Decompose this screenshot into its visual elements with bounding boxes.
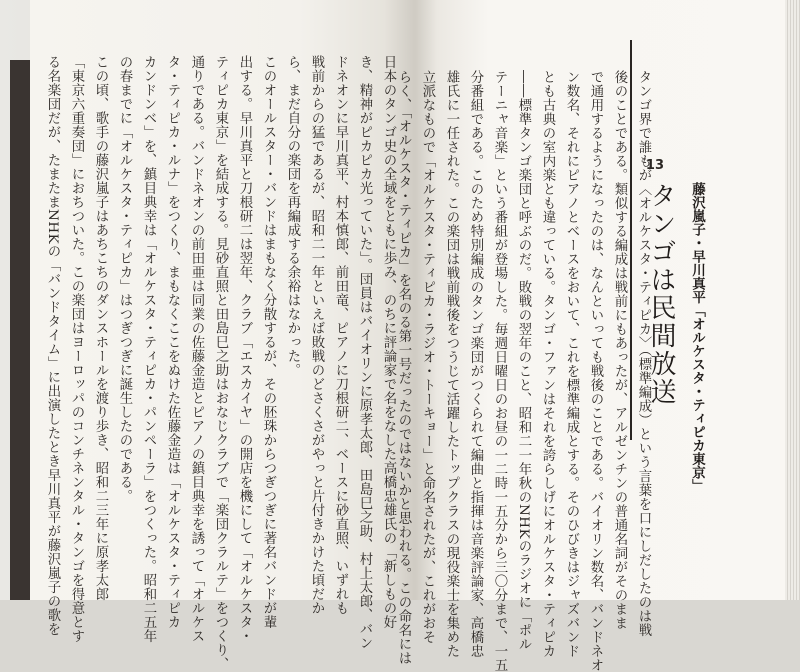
text-line: タ・ティピカ・ルナ」をつくり、まもなくここをぬけた佐藤金造は「オルケスタ・ティピカ xyxy=(165,55,180,629)
text-line: ――標準タンゴ楽団と呼ぶのだ。敗戦の翌年のこと、昭和二一年秋のNHKのラジオに「ポル xyxy=(516,70,531,652)
text-line: らく、「オルケスタ・ティピカ」を名のる第一号だったのではないかと思われる。この命名には xyxy=(396,70,411,666)
chapter-heading xyxy=(630,40,712,493)
text-line: 雄氏に一任された。この楽団は戦前戦後をつうじて活躍したトップクラスの現役楽士を集めた xyxy=(444,70,459,658)
text-line: 立派なもので「オルケスタ・ティピカ・ラジオ・トーキョー」と命名されたが、これがおそ xyxy=(420,70,435,644)
chapter-title: タンゴは民間放送 xyxy=(646,182,676,406)
text-line: このオールスター・バンドはまもなく分散するが、その胚珠からつぎつぎに著名バンドが輩 xyxy=(261,55,276,629)
text-line: 日本のタンゴ史の全域をともに歩み、のちに評論家で名をなした高橋忠雄氏の「新しもの好 xyxy=(381,55,396,629)
text-line: 通りである。バンドネオンの前田亜は同業の佐藤金造とピアノの鎮目典幸を誘って「オルケス xyxy=(189,55,204,643)
text-line: ドネオンに早川真平、村本慎郎、前田竜、ピアノに刀根研二、ベースに砂直照、いずれも xyxy=(333,55,348,615)
text-line: ティピカ東京」を結成する。見砂直照と田島巳之助はおなじクラブで「楽団クラルテ」をつくり、 xyxy=(213,55,228,671)
text-line: ら、まだ自分の楽団を再編成する余裕はなかった。 xyxy=(285,55,300,377)
left-page xyxy=(30,0,416,671)
page-edge-stack xyxy=(785,0,800,600)
chapter-subtitle: 藤沢嵐子・早川真平「オルケスタ・ティピカ東京」 xyxy=(689,182,705,493)
chapter-number: 13 xyxy=(645,158,664,173)
text-line: る名楽団だが、たまたまNHKの「バンドタイム」に出演したとき早川真平が藤沢嵐子の歌を xyxy=(45,55,60,637)
text-line: き、精神がピカピカ光っていた」。団員はバイオリンに原孝太郎、田島巳之助、村上太郎、バン xyxy=(357,55,372,651)
left-page-text xyxy=(40,55,400,671)
text-line: タンゴ界で誰もが〈オルケスタ・ティピカ〉（標準編成）という言葉を口にしだしたのは戦 xyxy=(636,70,651,638)
text-line: 後のことである。類似する編成は戦前にもあったが、アルゼンチンの普通名詞がそのまま xyxy=(612,70,627,630)
text-line: テーニャ音楽」という番組が登場した。毎週日曜日のお昼の一二時一五分から三〇分まで、一五 xyxy=(492,70,507,672)
text-line: ン数名、それにピアノとベースをおいて、これを標準編成とする。そのひびきはジャズバンド xyxy=(564,70,579,658)
text-line: の春までに「オルケスタ・ティピカ」はつぎつぎに誕生したのである。 xyxy=(117,55,132,503)
right-page xyxy=(396,0,785,672)
text-line: カンドンベ」を、鎮目典幸は「オルケスタ・ティピカ・パンペーラ」をつくった。昭和二五年 xyxy=(141,55,156,643)
text-line: 分番組である。このため特別編成のタンゴ楽団がつくられて編曲と指揮は音楽評論家、高橋忠 xyxy=(468,70,483,658)
text-line: この頃、歌手の藤沢嵐子はあちこちのダンスホールを渡り歩き、昭和二三年に原孝太郎 xyxy=(93,55,108,601)
text-line: で通用するようになったのは、なんといっても戦後のことである。バイオリン数名、バンドネオ xyxy=(588,70,603,672)
text-line: 戦前からの猛であるが、昭和二一年といえば敗戦のどさくさがやっと片付きかけた頃だか xyxy=(309,55,324,615)
right-page-text xyxy=(391,70,655,672)
text-line: とも古典の室内楽とも違っている。タンゴ・ファンはそれを誇らしげにオルケスタ・ティピカ xyxy=(540,70,555,658)
text-line: 出する。早川真平と刀根研二は翌年、クラブ「エスカイヤ」の開店を機にして「オルケスタ・ xyxy=(237,55,252,643)
text-line: 「東京六重奏団」におちついた。この楽団はヨーロッパのコンチネンタル・タンゴを得意とす xyxy=(69,55,84,643)
